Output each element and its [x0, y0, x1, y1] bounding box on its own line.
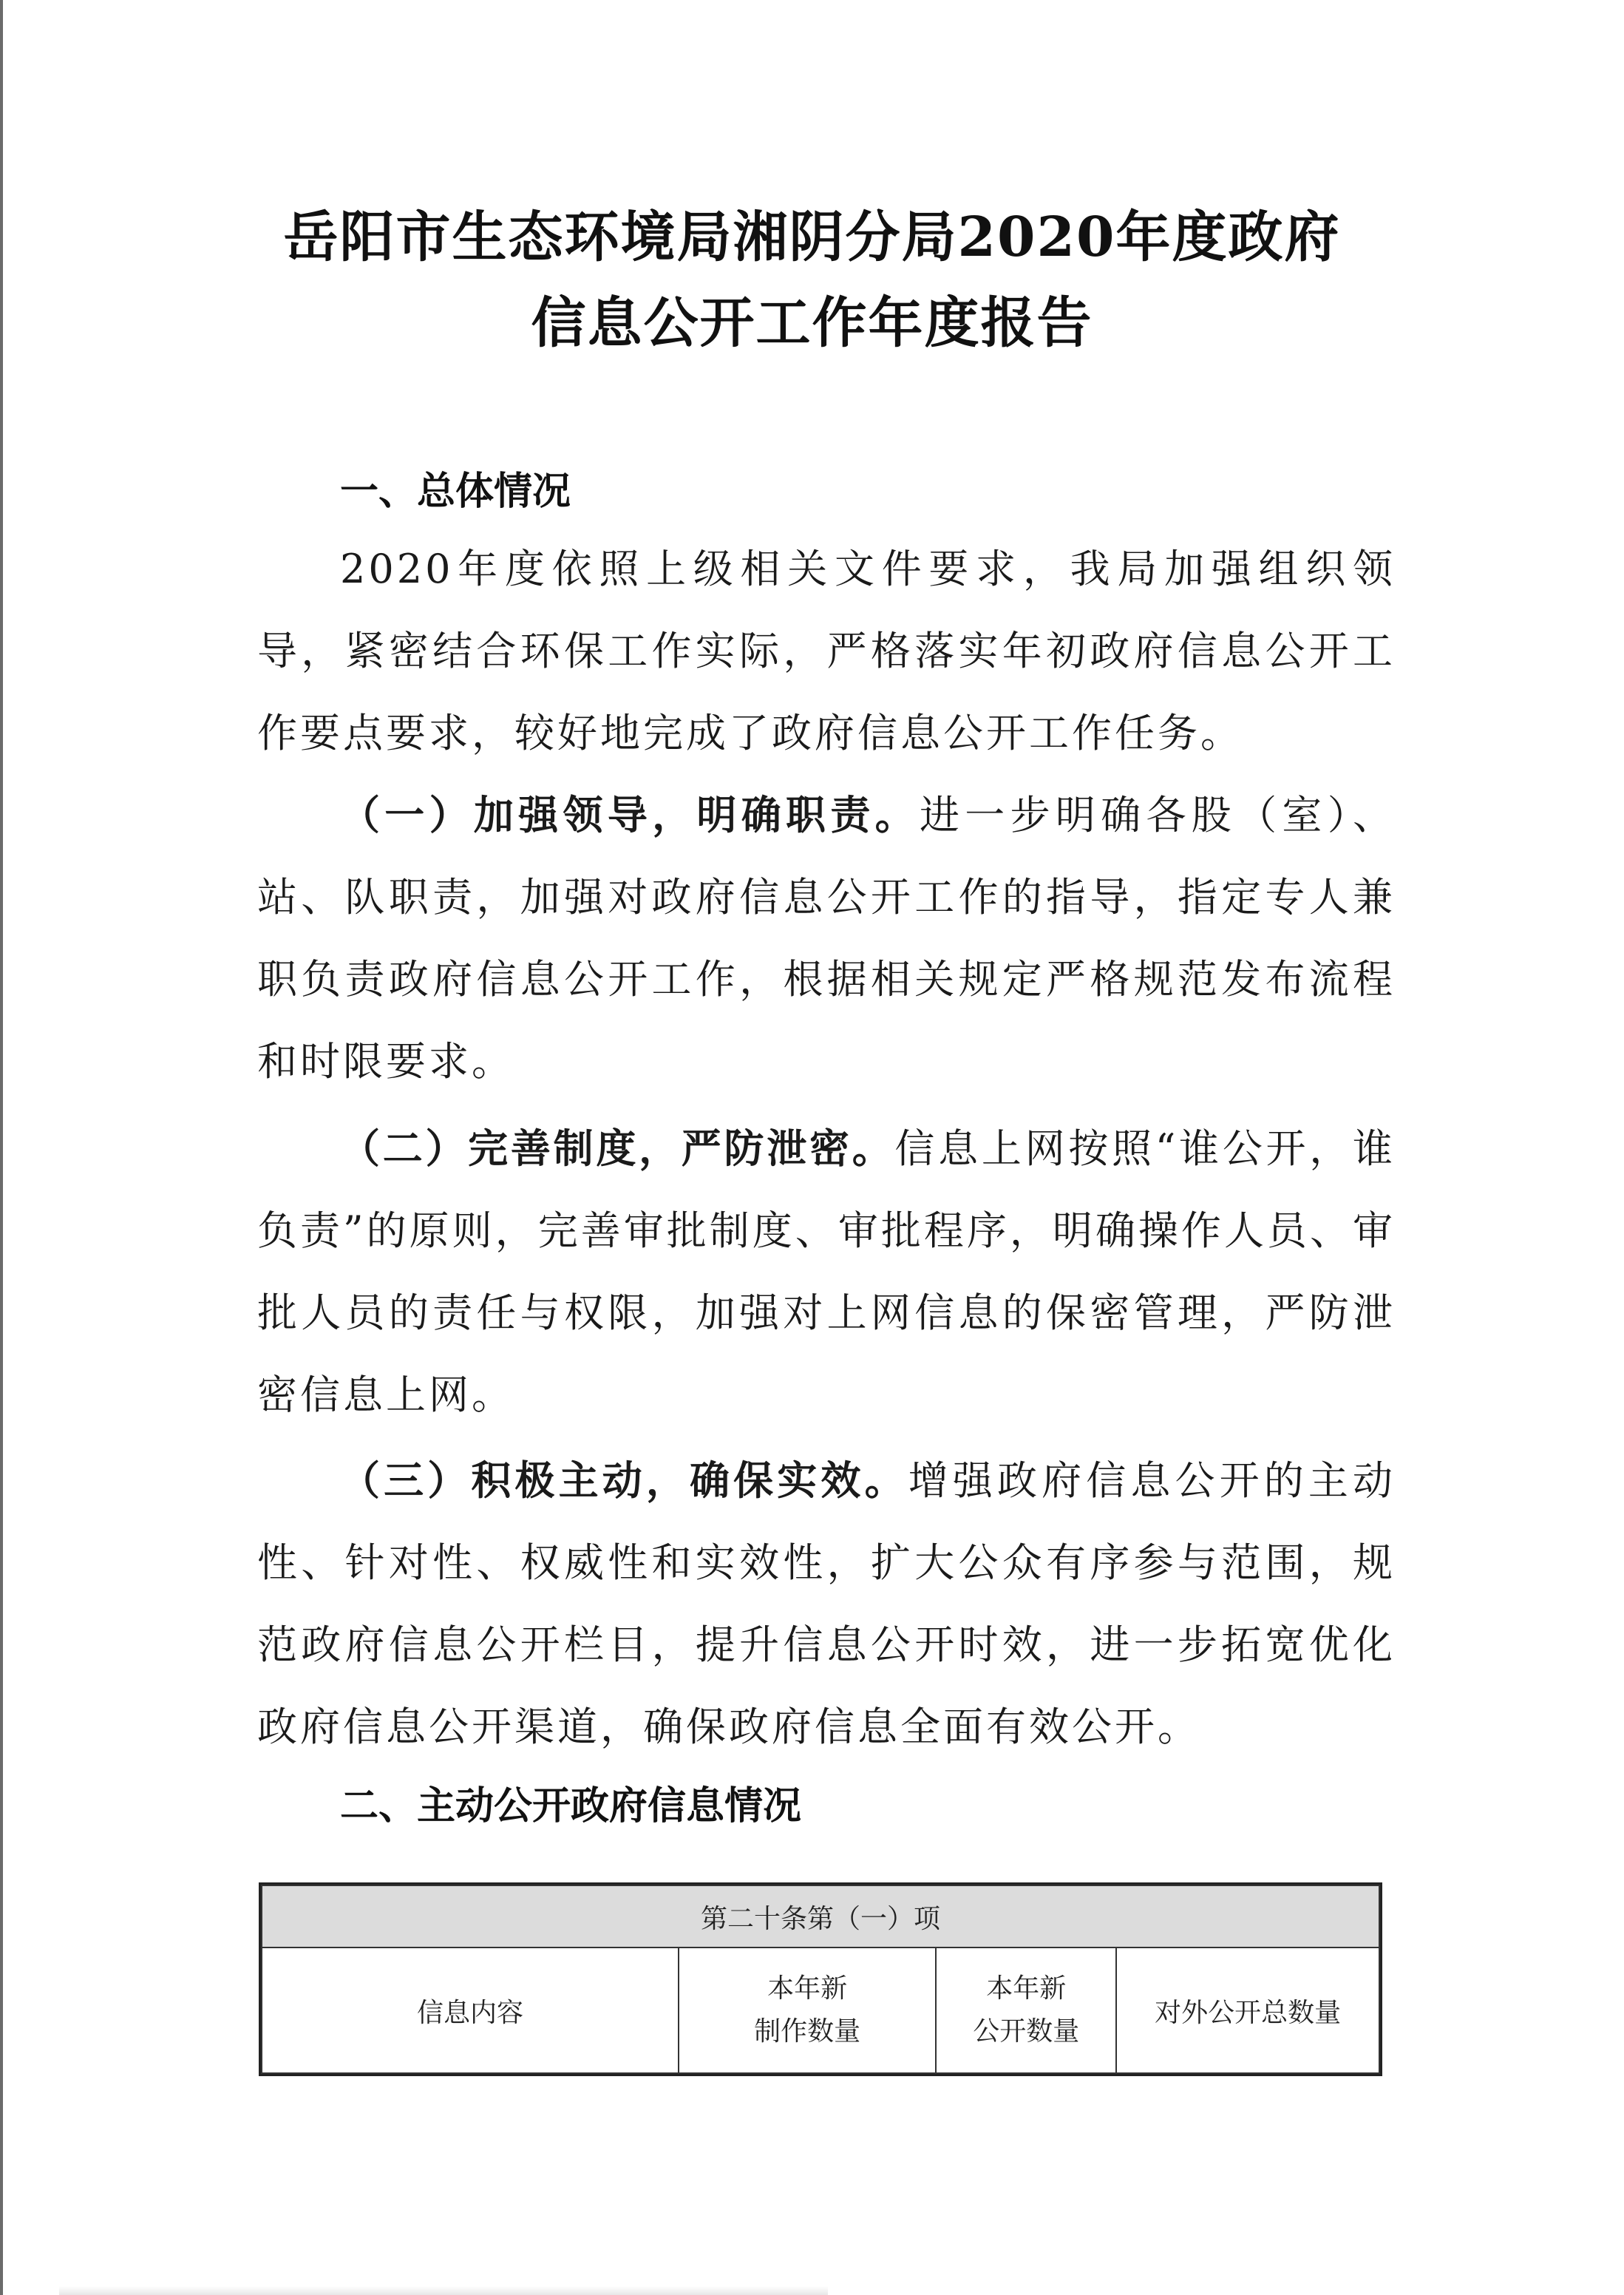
- section-heading-disclosure: 二、主动公开政府信息情况: [340, 1784, 802, 1828]
- header-cell-new-produced-line1: 本年新: [767, 1973, 848, 2004]
- header-cell-total-published: [1116, 1947, 1379, 2073]
- scan-artifact: [59, 2286, 828, 2295]
- header-cell-new-published-line1: 本年新: [986, 1973, 1067, 2004]
- header-cell-new-published-line2: 公开数量: [973, 2016, 1080, 2047]
- table-caption-row: [262, 1885, 1379, 1947]
- overview-item-3-text: 增强政府信息公开的主动性、针对性、权威性和实效性，扩大公众有序参与范围，规范政府信息公开栏目，提升信息公开时效，进一步拓宽优化政府信息公开渠道，确保政府信息全面有效公开。: [257, 1457, 1396, 1750]
- disclosure-table: [259, 1882, 1382, 2076]
- table-caption: 第二十条第（一）项: [262, 1885, 1379, 1947]
- report-title-line-2: 信息公开工作年度报告: [531, 291, 1093, 355]
- overview-item-1-text: 进一步明确各股（室）、站、队职责，加强对政府信息公开工作的指导，指定专人兼职负责政府信息公开工作，根据相关规定严格规范发布流程和时限要求。: [257, 792, 1396, 1085]
- section-heading-overview: 一、总体情况: [340, 469, 571, 514]
- overview-item-1-lead: （一）加强领导，明确职责。: [340, 792, 920, 838]
- overview-item-3: [257, 1440, 1396, 1768]
- table-header-row: [262, 1947, 1379, 2073]
- overview-item-1: [257, 774, 1396, 1102]
- header-cell-info-content-text: 信息内容: [417, 1997, 524, 2028]
- overview-item-3-lead: （三）积极主动，确保实效。: [340, 1457, 908, 1504]
- overview-item-2-text: 信息上网按照“谁公开，谁负责”的原则，完善审批制度、审批程序，明确操作人员、审批人员的责任与权限，加强对上网信息的保密管理，严防泄密信息上网。: [257, 1125, 1396, 1418]
- header-cell-info-content: [262, 1947, 679, 2073]
- header-cell-new-published: [936, 1947, 1116, 2073]
- header-cell-new-produced-line2: 制作数量: [754, 2016, 861, 2047]
- header-cell-new-produced: [679, 1947, 936, 2073]
- report-title-line-1: 岳阳市生态环境局湘阴分局2020年度政府: [283, 206, 1341, 269]
- header-cell-total-published-text: 对外公开总数量: [1155, 1997, 1342, 2028]
- overview-item-2: [257, 1108, 1396, 1436]
- overview-item-2-lead: （二）完善制度，严防泄密。: [340, 1125, 895, 1172]
- overview-paragraph: 2020年度依照上级相关文件要求，我局加强组织领导，紧密结合环保工作实际，严格落实年初政府信息公开工作要点要求，较好地完成了政府信息公开工作任务。: [257, 546, 1396, 756]
